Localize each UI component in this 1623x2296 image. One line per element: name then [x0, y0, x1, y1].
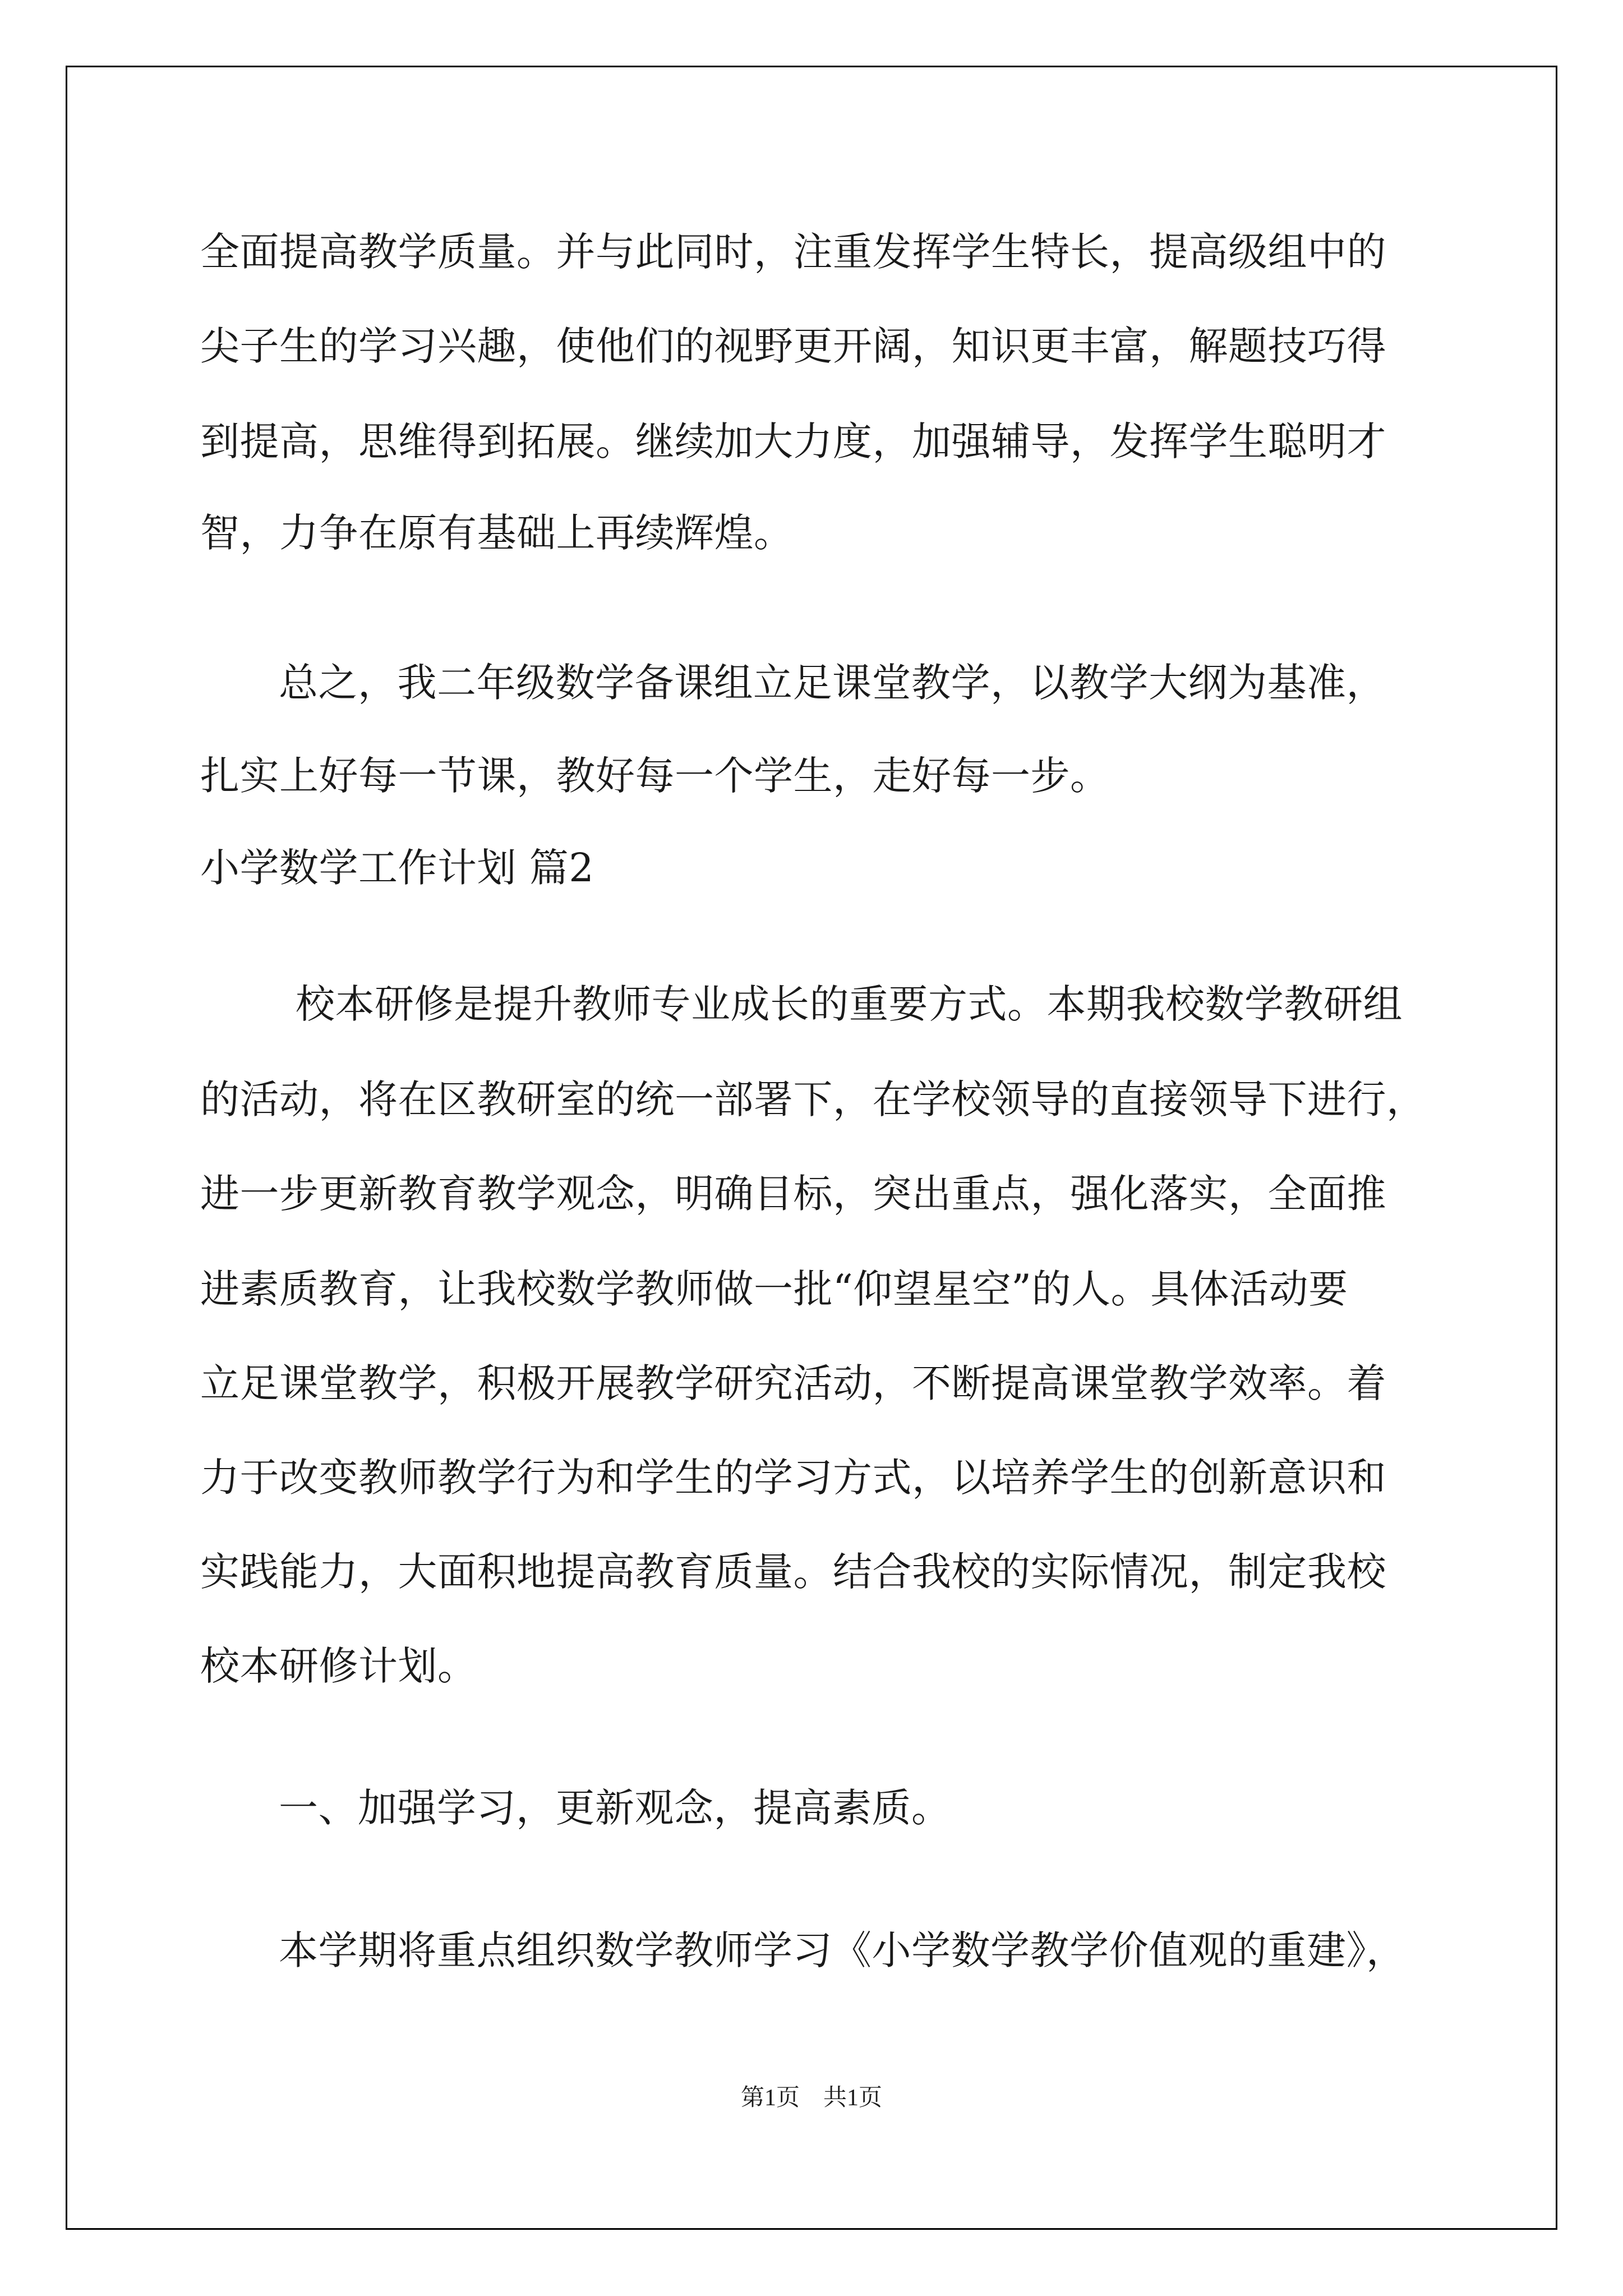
body-line-15: 一、加强学习，更新观念，提高素质。 [279, 1785, 951, 1831]
body-line-6: 扎实上好每一节课，教好每一个学生，走好每一步。 [200, 753, 1110, 799]
body-line-14: 校本研修计划。 [200, 1643, 477, 1689]
body-line-11: 立足课堂教学，积极开展教学研究活动，不断提高课堂教学效率。着 [200, 1360, 1386, 1406]
body-line-7: 校本研修是提升教师专业成长的重要方式。本期我校数学教研组 [296, 981, 1403, 1027]
section-heading: 小学数学工作计划 篇2 [200, 845, 594, 891]
body-line-10: 进素质教育，让我校数学教师做一批“仰望星空”的人。具体活动要 [200, 1266, 1348, 1312]
body-line-9: 进一步更新教育教学观念，明确目标，突出重点，强化落实，全面推 [200, 1171, 1386, 1217]
body-line-12: 力于改变教师教学行为和学生的学习方式，以培养学生的创新意识和 [200, 1455, 1386, 1501]
body-line-1: 全面提高教学质量。并与此同时，注重发挥学生特长，提高级组中的 [200, 229, 1386, 275]
body-line-3: 到提高，思维得到拓展。继续加大力度，加强辅导，发挥学生聪明才 [200, 418, 1386, 464]
body-line-13: 实践能力，大面积地提高教育质量。结合我校的实际情况，制定我校 [200, 1549, 1386, 1595]
body-line-5: 总之，我二年级数学备课组立足课堂教学，以教学大纲为基准， [279, 660, 1386, 706]
page-footer: 第1页 共1页 [740, 2085, 882, 2111]
body-line-16: 本学期将重点组织数学教师学习《小学数学教学价值观的重建》， [279, 1927, 1406, 1973]
body-line-8: 的活动，将在区教研室的统一部署下，在学校领导的直接领导下进行， [200, 1076, 1426, 1122]
page-border [66, 66, 1557, 2230]
body-line-2: 尖子生的学习兴趣，使他们的视野更开阔，知识更丰富，解题技巧得 [200, 323, 1386, 369]
body-line-4: 智，力争在原有基础上再续辉煌。 [200, 510, 794, 556]
